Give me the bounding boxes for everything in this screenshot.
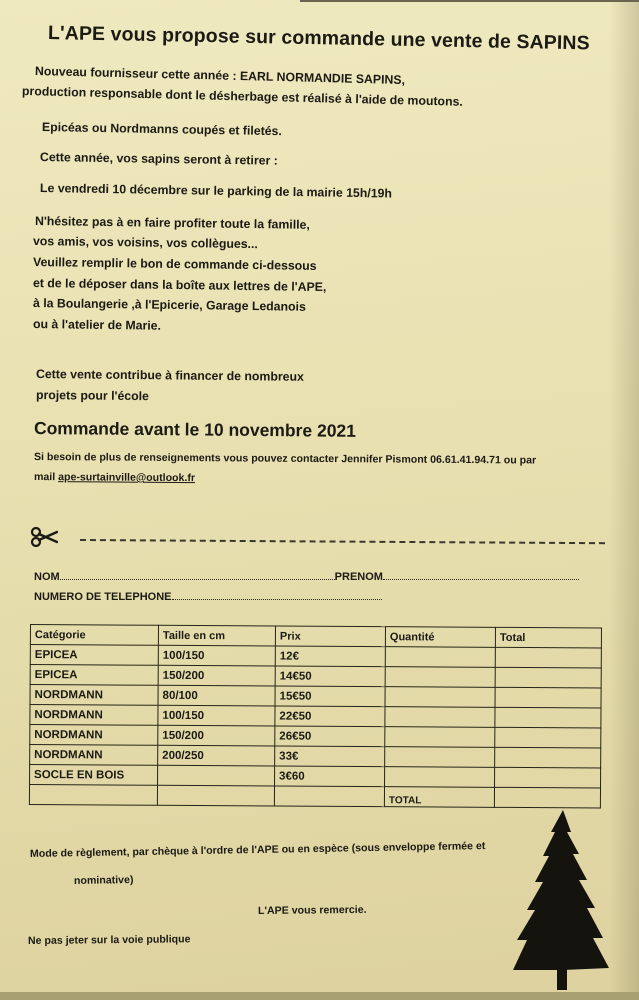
prenom-label: PRENOM: [334, 571, 383, 583]
contact-mail-line: [34, 471, 195, 484]
cell-total[interactable]: [495, 747, 601, 768]
cell-size: [158, 765, 275, 786]
species-line: Epicéas ou Nordmanns coupés et filetés.: [41, 120, 282, 139]
cell-price: 26€50: [275, 726, 385, 747]
paper-top-edge: [300, 0, 639, 2]
invite-line: vos amis, vos voisins, vos collègues...: [32, 234, 258, 252]
invite-line: N'hésitez pas à en faire profiter toute la famille,: [34, 214, 310, 232]
header-price: Prix: [275, 626, 385, 647]
cell-quantity[interactable]: [385, 767, 495, 788]
phone-dotted-line[interactable]: [172, 591, 382, 600]
mail-label: mail: [33, 471, 56, 484]
invite-line: Veuillez remplir le bon de commande ci-dessous: [32, 255, 317, 273]
supplier-line-1: Nouveau fournisseur cette année : EARL NORMANDIE SAPINS,: [34, 64, 406, 88]
cell-price: 14€50: [275, 666, 385, 687]
invite-line: ou à l'atelier de Marie.: [32, 317, 162, 333]
cell-total[interactable]: [495, 707, 601, 728]
header-quantity: Quantité: [385, 627, 495, 648]
phone-label: NUMERO DE TELEPHONE: [34, 591, 172, 603]
table-total-row: [29, 785, 600, 808]
flyer-title: L'APE vous propose sur commande une vente de SAPINS: [47, 22, 590, 55]
litter-notice: Ne pas jeter sur la voie publique: [27, 933, 191, 947]
cell-total[interactable]: [495, 667, 601, 688]
cell-size: 200/250: [158, 745, 275, 766]
order-deadline: Commande avant le 10 novembre 2021: [33, 418, 357, 441]
cell-quantity[interactable]: [385, 707, 495, 728]
cell-size: 100/150: [158, 705, 275, 726]
cell-total[interactable]: [495, 727, 601, 748]
payment-line-1: Mode de règlement, par chèque à l'ordre de l'APE ou en espèce (sous enveloppe fermée et: [29, 840, 486, 860]
header-category: Catégorie: [30, 625, 158, 646]
nom-field[interactable]: [34, 571, 579, 583]
header-size: Taille en cm: [158, 625, 275, 646]
pickup-intro: Cette année, vos sapins seront à retirer :: [39, 150, 278, 168]
cell-empty: [29, 785, 157, 806]
scissors-icon: [30, 527, 58, 547]
cell-size: 80/100: [158, 685, 275, 706]
cell-empty: [274, 786, 384, 807]
cell-size: 150/200: [158, 665, 275, 686]
contact-line: Si besoin de plus de renseignements vous pouvez contacter Jennifer Pismont 06.61.41.94.71 ou par: [33, 451, 537, 467]
supplier-line-2: production responsable dont le désherbage est réalisé à l'aide de moutons.: [21, 84, 463, 109]
nom-dotted-line[interactable]: [60, 571, 335, 580]
cell-quantity[interactable]: [385, 647, 495, 668]
paper-bottom-edge: [0, 992, 639, 1000]
cell-price: 12€: [275, 646, 385, 667]
cell-total[interactable]: [495, 687, 601, 708]
invite-line: à la Boulangerie ,à l'Epicerie, Garage Ledanois: [32, 296, 306, 314]
cell-price: 33€: [275, 746, 385, 767]
thanks-text: L'APE vous remercie.: [257, 903, 367, 917]
cell-quantity[interactable]: [385, 687, 495, 708]
cell-category: NORDMANN: [30, 745, 158, 766]
paper-shadow: [609, 0, 639, 1000]
header-total: Total: [495, 627, 601, 648]
cell-empty: [157, 785, 274, 806]
cell-category: NORDMANN: [30, 705, 158, 726]
contact-email-link[interactable]: ape-surtainville@outlook.fr: [58, 471, 196, 485]
cell-price: 22€50: [275, 706, 385, 727]
cell-category: EPICEA: [30, 645, 158, 666]
total-label: TOTAL: [384, 787, 494, 808]
invite-line: et de le déposer dans la boîte aux lettres de l'APE,: [32, 276, 327, 295]
cell-quantity[interactable]: [385, 727, 495, 748]
cell-quantity[interactable]: [385, 747, 495, 768]
cell-quantity[interactable]: [385, 667, 495, 688]
fir-tree-icon: [505, 810, 610, 990]
cell-price: 15€50: [275, 686, 385, 707]
cell-total[interactable]: [495, 647, 601, 668]
nom-label: NOM: [34, 571, 60, 583]
cell-size: 100/150: [158, 645, 275, 666]
funding-line-1: Cette vente contribue à financer de nombreux: [35, 367, 304, 384]
cell-category: SOCLE EN BOIS: [30, 765, 158, 786]
funding-line-2: projets pour l'école: [35, 388, 150, 404]
pickup-details: Le vendredi 10 décembre sur le parking de la mairie 15h/19h: [39, 181, 393, 201]
cell-category: EPICEA: [30, 665, 158, 686]
grand-total-cell[interactable]: [494, 787, 600, 808]
cell-size: 150/200: [158, 725, 275, 746]
payment-line-2: nominative): [73, 873, 134, 887]
cell-price: 3€60: [275, 766, 385, 787]
prenom-dotted-line[interactable]: [383, 571, 579, 580]
cell-category: NORDMANN: [30, 725, 158, 746]
order-form-table: [29, 624, 602, 808]
cell-category: NORDMANN: [30, 685, 158, 706]
cell-total[interactable]: [495, 767, 601, 788]
phone-field[interactable]: [34, 591, 382, 603]
